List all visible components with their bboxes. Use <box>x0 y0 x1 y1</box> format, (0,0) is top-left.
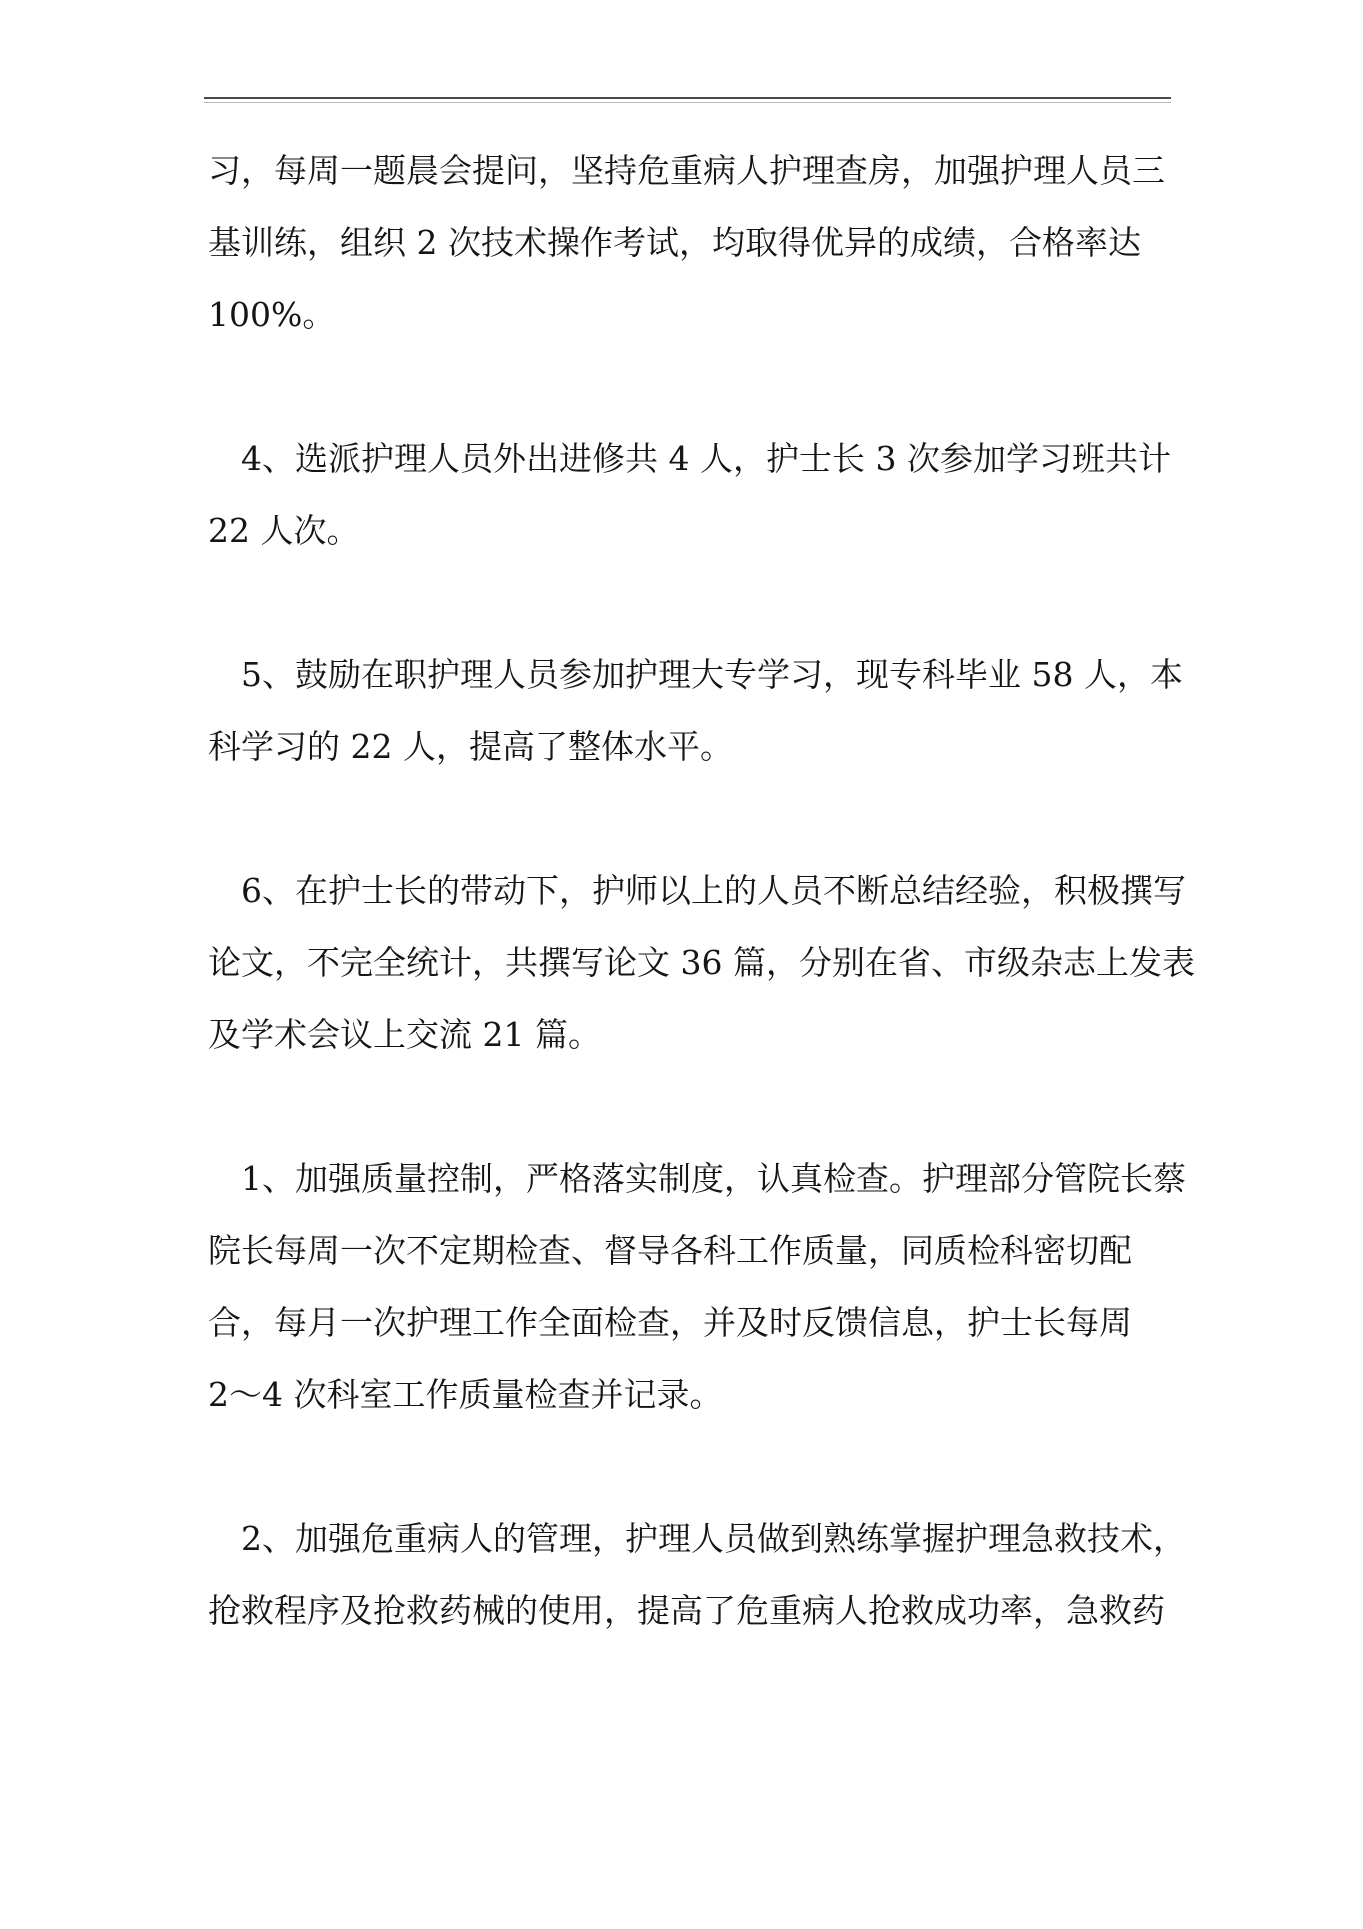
text-line: 院长每周一次不定期检查、督导各科工作质量，同质检科密切配 <box>208 1231 1132 1270</box>
paragraph <box>208 1143 1208 1431</box>
text-line: 及学术会议上交流 21 篇。 <box>208 1015 601 1054</box>
paragraph <box>208 639 1208 783</box>
paragraph <box>208 1503 1208 1647</box>
text-line: 5、鼓励在职护理人员参加护理大专学习，现专科毕业 58 人，本 <box>241 655 1183 694</box>
text-line: 100%。 <box>208 295 336 334</box>
document-body <box>208 135 1208 1647</box>
text-line: 22 人次。 <box>208 511 360 550</box>
paragraph <box>208 855 1208 1071</box>
paragraph <box>208 135 1208 351</box>
text-line: 合，每月一次护理工作全面检查，并及时反馈信息，护士长每周 <box>208 1303 1132 1342</box>
text-line: 2、加强危重病人的管理，护理人员做到熟练掌握护理急救技术， <box>241 1519 1186 1558</box>
paragraph <box>208 423 1208 567</box>
text-line: 习，每周一题晨会提问，坚持危重病人护理查房，加强护理人员三 <box>208 151 1165 190</box>
text-line: 2～4 次科室工作质量检查并记录。 <box>208 1375 723 1414</box>
text-line: 论文，不完全统计，共撰写论文 36 篇，分别在省、市级杂志上发表 <box>208 943 1195 982</box>
text-line: 基训练，组织 2 次技术操作考试，均取得优异的成绩，合格率达 <box>208 223 1141 262</box>
text-line: 科学习的 22 人，提高了整体水平。 <box>208 727 733 766</box>
text-line: 抢救程序及抢救药械的使用，提高了危重病人抢救成功率，急救药 <box>208 1591 1165 1630</box>
header-rule <box>204 97 1171 103</box>
text-line: 6、在护士长的带动下，护师以上的人员不断总结经验，积极撰写 <box>241 871 1186 910</box>
text-line: 1、加强质量控制，严格落实制度，认真检查。护理部分管院长蔡 <box>241 1159 1186 1198</box>
text-line: 4、选派护理人员外出进修共 4 人，护士长 3 次参加学习班共计 <box>241 439 1171 478</box>
